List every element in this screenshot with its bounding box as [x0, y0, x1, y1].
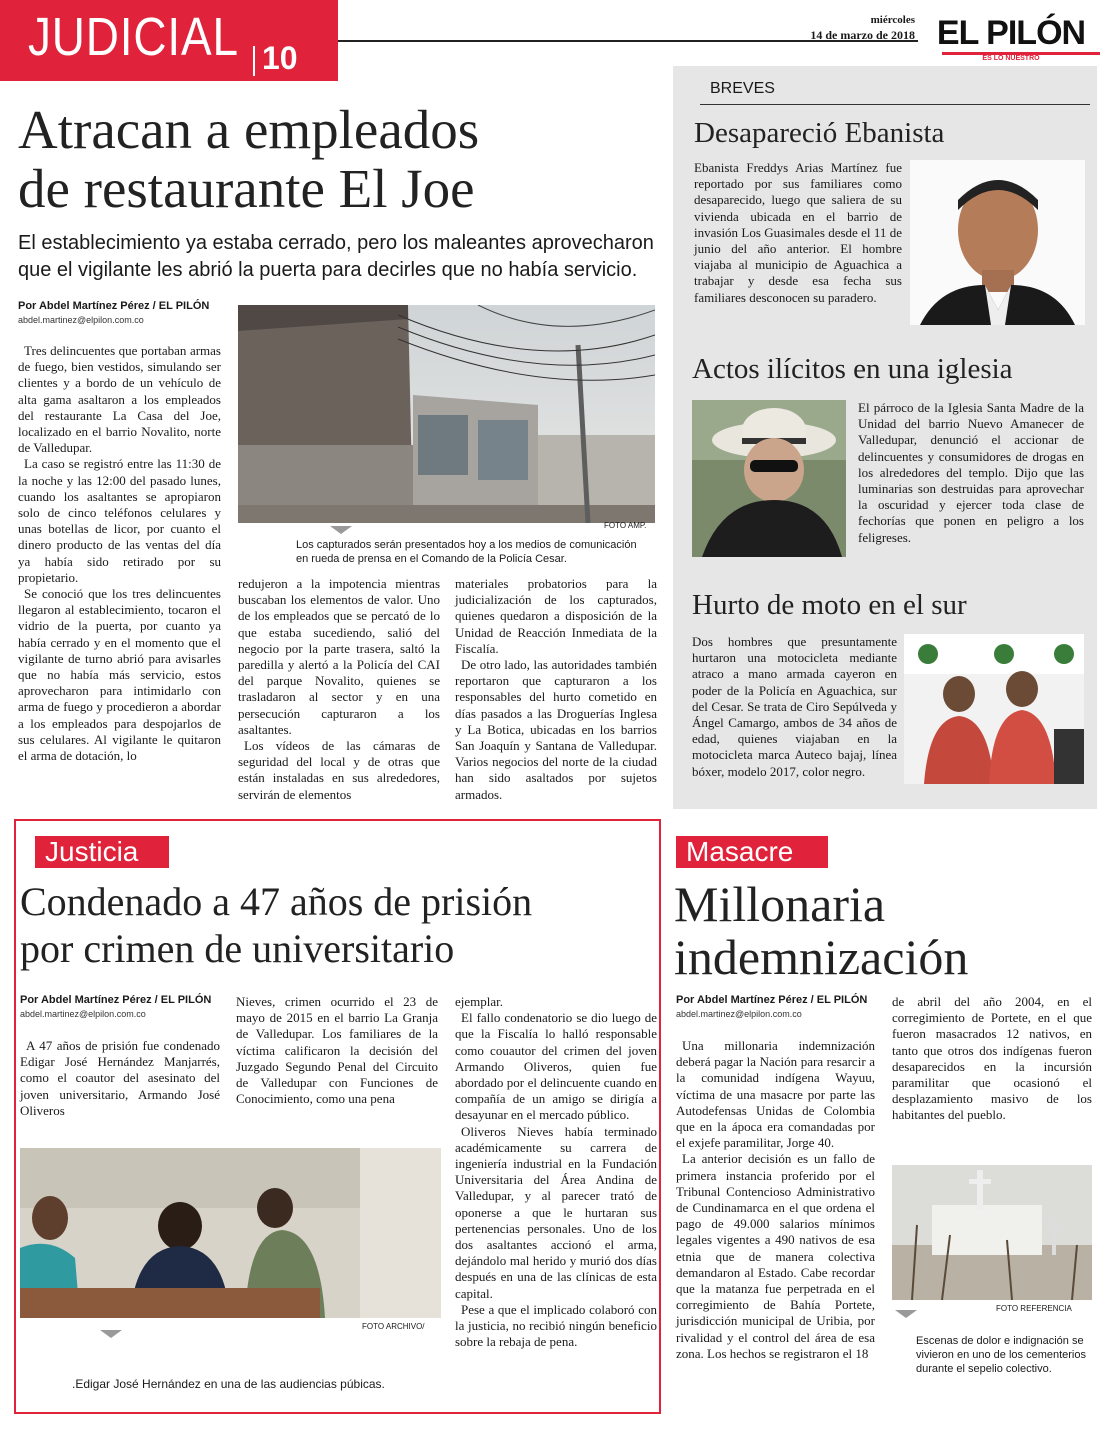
- logo-tagline: ES LO NUESTRO: [982, 55, 1040, 62]
- main-lead: [18, 230, 658, 284]
- page-number: 10: [262, 40, 298, 76]
- justicia-byline: Por Abdel Martínez Pérez / EL PILÓN: [20, 994, 212, 1006]
- main-column-3: [455, 576, 657, 803]
- justicia-photo: [20, 1148, 441, 1318]
- section-name: JUDICIAL: [28, 7, 239, 67]
- masacre-column-2: [892, 994, 1092, 1124]
- restaurant-photo-illustration: [238, 305, 655, 523]
- brief-2-title: Actos ilícitos en una iglesia: [692, 353, 1013, 385]
- masacre-column-1: [676, 1038, 875, 1362]
- brief-2-photo: [692, 400, 846, 557]
- masacre-photo-caption: Escenas de dolor e indignación se vivieron en uno de los cementerios durante el sepelio colectivo.: [916, 1335, 1086, 1375]
- justicia-col3-para1: El fallo condenatorio se dio luego de que la Fiscalía lo halló responsable como couautor del crimen del joven Armando Oliveros, quien fue abordado por el delincuente cuando en compañía de un amigo se dirigía a desayunar en el mercado público.: [455, 1010, 657, 1123]
- main-lead-line1: El establecimiento ya estaba cerrado, pero los maleantes aprovecharon: [18, 232, 654, 254]
- justicia-col3-para0: ejemplar.: [455, 994, 504, 1009]
- main-column-2: [238, 576, 440, 803]
- newspaper-logo: [922, 14, 1100, 60]
- main-email: abdel.martinez@elpilon.com.co: [18, 315, 144, 325]
- brief-2-text: El párroco de la Iglesia Santa Madre de la Unidad del barrio Nuevo Amanecer de Valledupar, denunció el accionar de delincuentes y consumidores de drogas en los alrededores del templo. Dijo que las luminarias son destruidas para aprovechar la oscuridad y ejercer toda clase de fechorías que ponen en peligro a los feligreses.: [858, 400, 1084, 545]
- main-column-1: [18, 343, 221, 764]
- main-headline-line2: de restaurante El Joe: [18, 158, 475, 219]
- main-col1-para2: La caso se registró entre las 11:30 de la noche y las 12:00 del pasado lunes, cuando los asaltantes se apropiaron solo de cinco teléfonos celulares y unas botellas de licor, por cuanto el dinero producto de las ventas del día ya había sido retirado por su propietario.: [18, 456, 221, 585]
- justicia-col1-para1: A 47 años de prisión fue condenado Edigar José Hernández Manjarrés, como el coautor del asesinato del joven universitario, Armando José Oliveros: [20, 1038, 220, 1118]
- masacre-headline-line1: Millonaria: [674, 876, 886, 932]
- main-photo-credit: FOTO AMP.: [604, 521, 647, 530]
- caption-chevron-icon: [895, 1310, 917, 1318]
- breves-rule: [700, 104, 1090, 105]
- masacre-col1-para1: Una millonaria indemnización deberá pagar la Nación para resarcir a la comunidad indígena Wayuu, víctima de una masacre por parte las Autodefensas Unidas de Colombia que en la ápoca era comandadas por el exjefe paramilitar, Jorge 40.: [676, 1038, 875, 1151]
- justicia-col3-para3: Pese a que el implicado colaboró con la justicia, no recibió ningún beneficio sobre la rebaja de pena.: [455, 1301, 657, 1350]
- brief-3-title: Hurto de moto en el sur: [692, 589, 967, 621]
- masacre-photo: [892, 1165, 1092, 1300]
- justicia-column-3: [455, 994, 657, 1350]
- brief-3-photo: [904, 634, 1084, 784]
- justicia-headline: [20, 878, 660, 972]
- justicia-col2-para1: Nieves, crimen ocurrido el 23 de mayo de 2015 en el barrio La Granja de Valledupar. Los familiares de la víctima calificaron la decisión del Juzgado Segundo Penal del Circuito de Valledupar con Funciones de Conocimiento, como una pena: [236, 994, 438, 1107]
- date-full: 14 de marzo de 2018: [810, 28, 915, 42]
- suspects-photo: [904, 634, 1084, 784]
- main-col3-para1: materiales probatorios para la judicialización de los capturados, quienes quedaron a disposición de la Unidad de Reacción Inmediata de la Fiscalía.: [455, 576, 657, 656]
- justicia-email: abdel.martinez@elpilon.com.co: [20, 1009, 146, 1019]
- justicia-tag: Justicia: [35, 836, 169, 868]
- priest-portrait: [692, 400, 846, 557]
- main-headline: [18, 100, 658, 218]
- justicia-headline-line2: por crimen de universitario: [20, 926, 455, 971]
- breves-label: BREVES: [710, 80, 775, 97]
- masacre-headline-line2: indemnización: [674, 929, 969, 985]
- justicia-column-1: [20, 1038, 220, 1119]
- brief-3-text: Dos hombres que presuntamente hurtaron una motocicleta mediante atraco a mano armada cayeron en poder de la Policía en Aguachica, sur del Cesar. Se trata de Ciro Sepúlveda y Ángel Camargo, ambos de 34 años de edad, quienes viajaban en la motocicleta marca Auteco bajaj, línea bóxer, modelo 2017, color negro.: [692, 634, 897, 779]
- restaurant-photo: [238, 305, 655, 523]
- justicia-col3-para2: Oliveros Nieves había terminado académicamente su carrera de ingeniería industrial en la Fundación Universitaria del Área Andina de Valledupar, y al parecer trató de oponerse a que le hurtaran sus pertenencias personales. Uno de los dos asaltantes accionó el arma, dejándolo mal herido y murió dos días después en una de las clínicas de esta capital.: [455, 1123, 657, 1301]
- caption-chevron-icon: [100, 1330, 122, 1338]
- masacre-headline: [674, 878, 1094, 984]
- masacre-photo-credit: FOTO REFERENCIA: [996, 1304, 1072, 1313]
- justicia-headline-line1: Condenado a 47 años de prisión: [20, 879, 533, 924]
- justicia-photo-credit: FOTO ARCHIVO/: [362, 1322, 425, 1331]
- brief-1-title: Desapareció Ebanista: [694, 117, 945, 149]
- main-col2-para2: Los vídeos de las cámaras de seguridad del local y de otras que están instaladas en sus alrededores, servirán de elementos: [238, 738, 440, 802]
- masacre-tag: Masacre: [676, 836, 828, 868]
- brief-1-photo: [910, 160, 1085, 325]
- masacre-byline: Por Abdel Martínez Pérez / EL PILÓN: [676, 994, 868, 1006]
- main-col1-para1: Tres delincuentes que portaban armas de fuego, bien vestidos, simulando ser clientes y a bordo de un vehículo de alta gama asaltaron a los empleados del restaurante La Casa del Joe, localizado en el barrio Novalito, norte de Valledupar.: [18, 343, 221, 456]
- main-col3-para2: De otro lado, las autoridades también reportaron que capturaron a los responsables del hurto cometido en días pasados a las Droguerías Inglesa y La Botica, ubicadas en los barrios San Joaquín y Santana de Valledupar. Varios negocios del norte de la ciudad han sido asaltados por sujetos armados.: [455, 657, 657, 802]
- cemetery-photo: [892, 1165, 1092, 1300]
- main-lead-line2: que el vigilante les abrió la puerta para decirles que no había servicio.: [18, 259, 638, 281]
- main-photo-caption: Los capturados serán presentados hoy a los medios de comunicación en rueda de prensa en el Comando de la Policía Cesar.: [296, 539, 637, 565]
- masacre-col2-para1: de abril del año 2004, en el corregimiento de Portete, en el que fueron masacrados 12 nativos, en tanto que otros dos indígenas fueron desaparecidos en la incursión paramilitar que ocasionó el desplazamiento masivo de los habitantes del pueblo.: [892, 994, 1092, 1123]
- main-headline-line1: Atracan a empleados: [18, 99, 480, 160]
- justicia-column-2: [236, 994, 438, 1107]
- main-byline: Por Abdel Martínez Pérez / EL PILÓN: [18, 300, 210, 312]
- court-hearing-photo: [20, 1148, 441, 1318]
- masacre-email: abdel.martinez@elpilon.com.co: [676, 1009, 802, 1019]
- justicia-photo-caption: .Edigar José Hernández en una de las audiencias púbicas.: [72, 1377, 385, 1391]
- main-col2-para1: redujeron a la impotencia mientras buscaban los elementos de valor. Uno de los empleados que se percató de lo que estaba sucediendo, salió del negocio por la parte trasera, saltó la paredilla y alertó a la Policía del CAI del parque Novalito, quienes se trasladaron al sector y en una persecución capturaron a los asaltantes.: [238, 576, 440, 737]
- date-day: miércoles: [870, 14, 915, 26]
- caption-chevron-icon: [330, 526, 352, 534]
- logo-text: EL PILÓN: [936, 14, 1086, 52]
- brief-1-text: Ebanista Freddys Arias Martínez fue reportado por sus familiares como desaparecido, luego que saliera de su vivienda ubicada en el barrio de invasión Los Guasimales desde el 11 de junio del año anterior. El hombre viajaba al municipio de Aguachica a trabajar y desde esa fecha sus familiares desconocen su paradero.: [694, 160, 902, 305]
- main-col1-para3: Se conoció que los tres delincuentes llegaron al establecimiento, tocaron el vidrio de la puerta, por cuanto ya había cerrado y en el momento que el vigilante de turno abrió para avisarles que no había más servicio, estos aprovecharon para intimidarlo con arma de fuego y procedieron a abordar a los empleados para despojarlos de sus celulares. Al vigilante le quitaron el arma de dotación, lo: [18, 586, 221, 764]
- masacre-col1-para2: La anterior decisión es un fallo de primera instancia proferido por el Tribunal Contencioso Administrativo de Cundinamarca en el que ordena el pago de 49.000 salarios mínimos legales vigentes a 490 nativos de esa etnia que de manera colectiva demandaron al Estado. Cabe recordar que la matanza fue perpetrada en el corregimiento de Bahía Portete, jurisdicción municipal de Uribia, por rivalidad y el control del área de esa zona. Los hechos se registraron el 18: [676, 1151, 875, 1361]
- missing-man-portrait: [910, 160, 1085, 325]
